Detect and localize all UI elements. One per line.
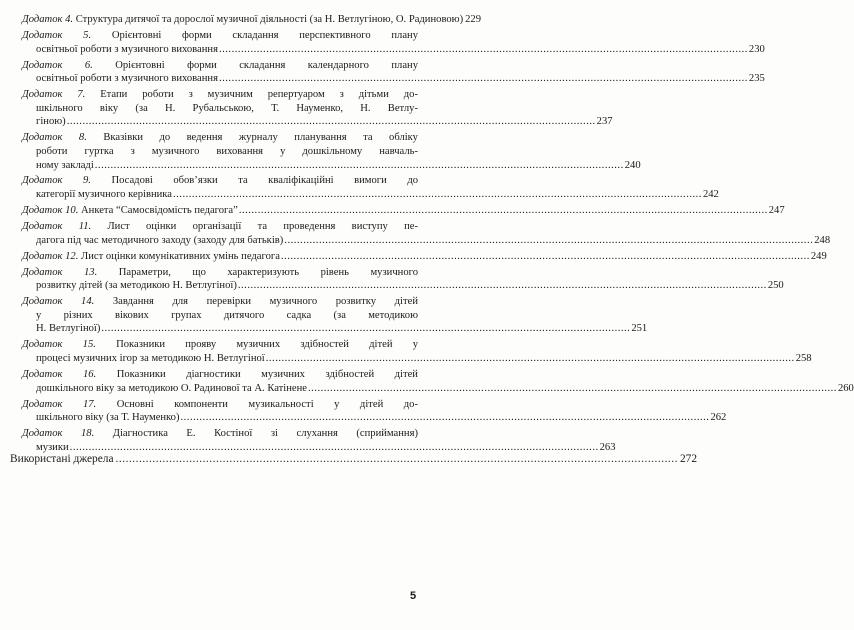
toc-entry-last-line xyxy=(22,250,827,264)
toc-entry-label: Додаток 8. xyxy=(22,132,87,144)
toc-entry-page: 263 xyxy=(599,441,616,453)
toc-entry-page: 248 xyxy=(814,234,831,246)
toc-entry-page: 237 xyxy=(596,116,613,128)
toc-entry-text: шкільного віку (за Н. Рубальською, Т. Науменко, Н. Ветлу- xyxy=(36,102,418,114)
toc-entry-last-line xyxy=(36,159,641,173)
toc-entry-page: 247 xyxy=(768,205,785,217)
toc-entry-line xyxy=(22,88,418,102)
dot-leader xyxy=(281,250,810,264)
toc-entry-last-line xyxy=(36,234,831,248)
toc-entry[interactable] xyxy=(22,131,641,172)
toc-entry-line xyxy=(22,220,418,234)
toc-entry-text: у різних вікових групах дитячого садка (за методикою xyxy=(36,309,418,321)
toc-entry-text: Етапи роботи з музичним репертуаром з дітьми до- xyxy=(100,89,418,101)
table-of-contents xyxy=(22,13,854,457)
toc-entry-page: 242 xyxy=(702,189,719,201)
toc-entry-text: Діагностика Е. Костіної зі слухання (сприймання) xyxy=(112,428,419,440)
toc-entry-text: Показники діагностики музичних здібностей дітей xyxy=(116,368,418,380)
toc-entry-label: Додаток 17. xyxy=(22,398,97,410)
toc-entry-line xyxy=(36,309,418,323)
toc-entry-text: Показники прояву музичних здібностей дітей у xyxy=(116,339,418,351)
toc-entry-text: Посадові обов’язки та кваліфікаційні вимоги до xyxy=(111,175,418,187)
toc-entry-label: Додаток 14. xyxy=(22,296,95,308)
toc-entry-last-line xyxy=(36,322,648,336)
toc-entry-text: гіною) xyxy=(36,116,66,128)
dot-leader xyxy=(173,188,702,202)
toc-entry[interactable] xyxy=(22,59,765,86)
toc-entry-last-line xyxy=(36,72,765,86)
toc-entry-line xyxy=(22,266,419,280)
toc-entry-last-line xyxy=(36,279,784,293)
dot-leader xyxy=(181,411,710,425)
toc-entry-label: Додаток 4. xyxy=(22,14,74,25)
dot-leader xyxy=(266,352,795,366)
toc-entry[interactable] xyxy=(22,250,827,264)
toc-entry-line xyxy=(22,131,418,145)
toc-entry[interactable] xyxy=(22,295,648,336)
toc-entry-line xyxy=(22,295,418,309)
toc-entry-line xyxy=(22,338,418,352)
toc-entry[interactable] xyxy=(22,88,613,129)
page-number: 5 xyxy=(410,590,417,602)
toc-entry-line xyxy=(22,29,418,43)
sources-page: 272 xyxy=(679,453,698,465)
toc-entry[interactable] xyxy=(22,174,719,201)
dot-leader xyxy=(67,115,596,129)
toc-entry-page: 250 xyxy=(767,280,784,292)
toc-entry-page: 235 xyxy=(748,73,765,85)
toc-entry-text: Анкета “Самосвідомість педагога” xyxy=(81,205,238,217)
toc-entry-text: ному закладі xyxy=(36,159,94,171)
toc-entry[interactable] xyxy=(22,266,784,293)
dot-leader xyxy=(239,204,768,218)
toc-entry-page: 262 xyxy=(710,412,727,424)
toc-entry-text: Параметри, що характеризують рівень музичного xyxy=(118,266,419,278)
toc-entry-text: шкільного віку (за Т. Науменко) xyxy=(36,412,180,424)
toc-entry-line xyxy=(36,102,418,116)
toc-entry-last-line xyxy=(36,352,812,366)
toc-entry-page: 240 xyxy=(624,159,641,171)
toc-entry-last-line xyxy=(36,382,854,396)
toc-entry-text: освітньої роботи з музичного виховання xyxy=(36,43,218,55)
toc-entry-last-line xyxy=(36,43,765,57)
toc-entry-label: Додаток 5. xyxy=(22,29,92,41)
toc-entry-page: 229 xyxy=(465,14,482,25)
toc-entry[interactable] xyxy=(22,29,765,56)
toc-entry-line xyxy=(36,145,418,159)
dot-leader xyxy=(284,234,813,248)
toc-entry-text: дагога під час методичного заходу (заходу для батьків) xyxy=(36,234,284,246)
toc-entry[interactable] xyxy=(22,220,831,247)
toc-entry-line xyxy=(22,174,418,188)
toc-entry-line xyxy=(22,427,419,441)
toc-entry-text: Структура дитячої та дорослої музичної діяльності (за Н. Ветлугіною, О. Радиновою) xyxy=(75,14,464,25)
toc-entry-text: Орієнтовні форми складання перспективного плану xyxy=(111,29,418,41)
toc-entry[interactable] xyxy=(22,338,812,365)
toc-entry-text: Вказівки до ведення журналу планування та обліку xyxy=(103,132,418,144)
dot-leader xyxy=(95,159,624,173)
toc-entry-label: Додаток 15. xyxy=(22,339,96,351)
toc-entry-last-line xyxy=(36,411,727,425)
toc-entry-last-line xyxy=(22,13,482,27)
toc-entry-text: дошкільного віку за методикою О. Радинової та А. Катінене xyxy=(36,382,307,394)
sources-entry[interactable] xyxy=(10,452,698,466)
toc-entry-line xyxy=(22,398,418,412)
toc-entry-text: Н. Ветлугіної) xyxy=(36,323,101,335)
toc-entry-text: Лист оцінки організації та проведення виступу пе- xyxy=(107,221,418,233)
toc-entry-line xyxy=(22,368,418,382)
toc-entry-text: розвитку дітей (за методикою Н. Ветлугіної) xyxy=(36,280,237,292)
toc-entry-label: Додаток 12. xyxy=(22,250,79,262)
toc-entry-text: категорії музичного керівника xyxy=(36,189,172,201)
toc-entry-label: Додаток 9. xyxy=(22,175,91,187)
toc-entry-label: Додаток 16. xyxy=(22,368,97,380)
toc-entry-page: 249 xyxy=(810,250,827,262)
toc-entry-page: 251 xyxy=(631,323,648,335)
toc-entry-text: процесі музичних ігор за методикою Н. Ветлугіної xyxy=(36,352,265,364)
toc-entry-text: Завдання для перевірки музичного розвитку дітей xyxy=(112,296,418,308)
toc-entry-page: 260 xyxy=(837,382,854,394)
dot-leader xyxy=(116,452,678,466)
toc-entry-label: Додаток 6. xyxy=(22,59,93,71)
toc-entry-label: Додаток 7. xyxy=(22,89,86,101)
toc-entry-text: роботи гуртка з музичного виховання у дошкільному навчаль- xyxy=(36,145,418,157)
toc-entry-last-line xyxy=(36,115,613,129)
dot-leader xyxy=(101,322,630,336)
toc-entry[interactable] xyxy=(22,368,854,395)
toc-entry-text: Лист оцінки комунікативних умінь педагога xyxy=(81,250,280,262)
toc-entry-label: Додаток 18. xyxy=(22,428,95,440)
toc-entry-text: Основні компоненти музикальності у дітей до- xyxy=(116,398,418,410)
toc-entry-page: 258 xyxy=(795,352,812,364)
dot-leader xyxy=(219,72,748,86)
toc-entry[interactable] xyxy=(22,427,616,454)
toc-entry[interactable] xyxy=(22,398,727,425)
toc-entry[interactable] xyxy=(22,13,482,27)
dot-leader xyxy=(308,382,837,396)
toc-entry-text: музики xyxy=(36,441,69,453)
toc-entry[interactable] xyxy=(22,204,785,218)
toc-entry-label: Додаток 13. xyxy=(22,266,98,278)
toc-entry-last-line xyxy=(22,204,785,218)
toc-entry-label: Додаток 10. xyxy=(22,205,79,217)
sources-title: Використані джерела xyxy=(10,453,114,465)
toc-entry-label: Додаток 11. xyxy=(22,221,92,233)
toc-entry-text: освітньої роботи з музичного виховання xyxy=(36,73,218,85)
toc-entry-page: 230 xyxy=(748,43,765,55)
toc-entry-line xyxy=(22,59,418,73)
toc-entry-text: Орієнтовні форми складання календарного плану xyxy=(115,59,418,71)
dot-leader xyxy=(219,43,748,57)
toc-entry-last-line xyxy=(36,188,719,202)
dot-leader xyxy=(238,279,767,293)
